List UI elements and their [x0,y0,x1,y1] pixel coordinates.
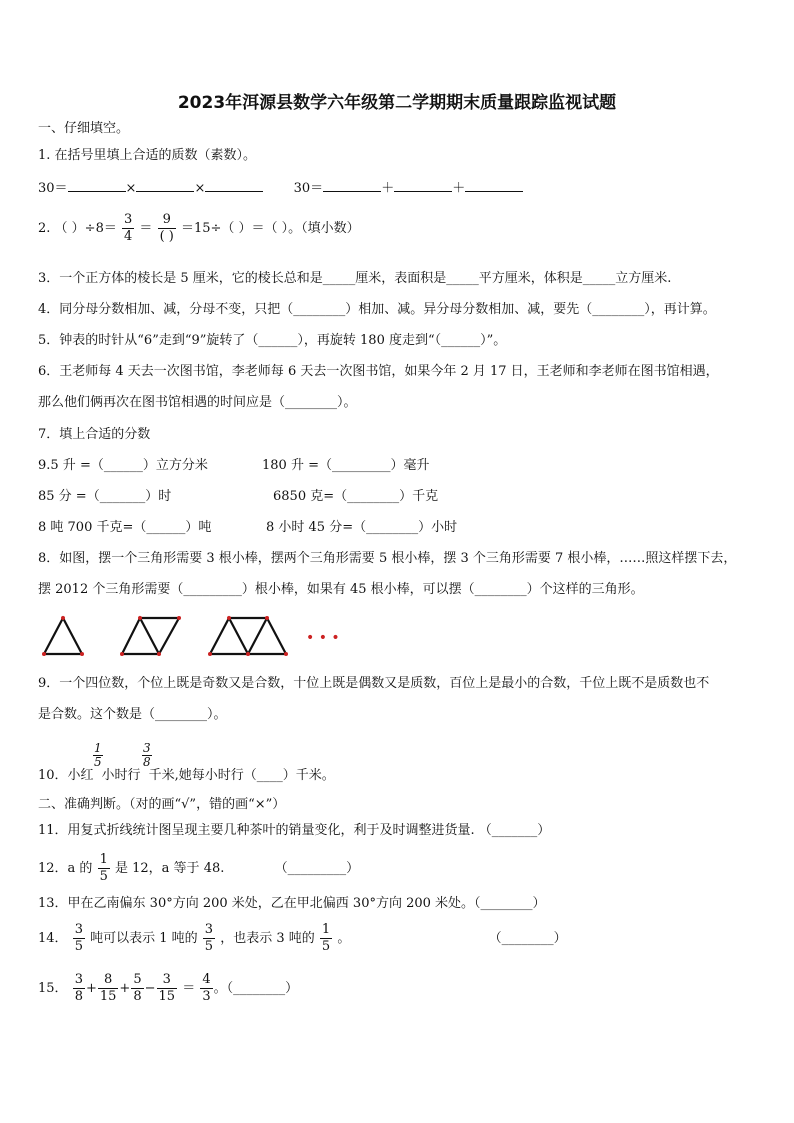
question-8-line2: 摆 2012 个三角形需要（_________）根小棒，如果有 45 根小棒，可以摆（________）个这样的三角形。 [38,582,644,597]
section-heading-1: 一、仔细填空。 [38,121,130,136]
question-2 [38,212,360,245]
answer-blank[interactable]: （_________） [274,861,360,876]
fraction: $\frac{3}{8}$ [74,972,83,1004]
fraction: $\frac{8}{15}$ [99,972,117,1004]
question-3: 3．一个正方体的棱长是 5 厘米，它的棱长总和是_____厘米，表面积是_____平方厘米，体积是_____立方厘米. [38,271,672,286]
fraction: $\frac{3}{4}$ [123,212,133,244]
question-6-line2: 那么他们俩再次在图书馆相遇的时间应是（________）。 [38,395,357,410]
q10-fraction-1: $\frac{1}{5}$ [94,741,102,769]
q7-row2-left: 85 分 =（_______）时 [38,489,172,504]
answer-blank[interactable] [205,177,263,192]
question-1 [38,147,256,165]
fraction: $\frac{9}{( )}$ [159,212,174,244]
question-9-line1: 9．一个四位数，个位上既是奇数又是合数，十位上既是偶数又是质数，百位上是最小的合数，千位上既不是质数也不 [38,676,710,691]
fraction: $\frac{1}{5}$ [99,852,108,884]
q7-row3-left: 8 吨 700 千克=（______）吨 [38,520,212,535]
question-14: 14． $\frac{3}{5}$ 吨可以表示 1 吨的 $\frac{3}{5}$ ，也表示 3 吨的 $\frac{1}{5}$ 。 （________） [38,922,567,954]
q2-part1: （ ）÷8＝ [54,221,117,236]
q10-fraction-2: $\frac{3}{8}$ [143,741,151,769]
page-title: 2023年洱源县数学六年级第二学期期末质量跟踪监视试题 [177,93,617,113]
triangle-sticks-figure [36,612,346,662]
q1-number: 1. [38,148,51,163]
times-sign: × [125,181,137,196]
triangles-three [210,618,248,654]
answer-blank[interactable] [323,177,381,192]
fraction: $\frac{4}{3}$ [202,972,211,1004]
question-12: 12．a 的 $\frac{1}{5}$ 是 12，a 等于 48. （_________） [38,852,360,884]
answer-blank[interactable]: （________） [488,931,567,946]
q2-number: 2. [38,221,51,236]
q7-row1-right: 180 升 =（_________）毫升 [262,458,430,473]
q7-row2-right: 6850 克=（________）千克 [273,489,439,504]
section-heading-2: 二、准确判断。（对的画“√”，错的画“×”） [38,797,286,812]
fraction: $\frac{3}{5}$ [74,922,83,954]
plus-sign: ＋ [381,181,395,196]
fraction: $\frac{5}{8}$ [133,972,142,1004]
question-13: 13．甲在乙南偏东 30°方向 200 米处，乙在甲北偏西 30°方向 200 米处。（________） [38,896,546,911]
fraction: $\frac{3}{5}$ [204,922,214,954]
continuation-dots: • • • [306,630,340,646]
answer-blank[interactable] [465,177,523,192]
question-6-line1: 6．王老师每 4 天去一次图书馆，李老师每 6 天去一次图书馆，如果今年 2 月 17 日，王老师和李老师在图书馆相遇， [38,364,719,379]
triangle-one [44,618,82,654]
fraction: $\frac{1}{5}$ [321,922,331,954]
answer-blank[interactable] [136,177,194,192]
q2-part2: ＝15÷（ ）＝（ ）。（填小数） [180,221,360,236]
q7-row3-right: 8 小时 45 分=（________）小时 [266,520,458,535]
fraction: $\frac{3}{15}$ [158,972,176,1004]
plus-sign: ＋ [452,181,466,196]
q1-right-label: 30＝ [293,181,324,196]
answer-blank[interactable]: 。（________） [213,981,299,996]
question-9-line2: 是合数。这个数是（________）。 [38,707,227,722]
q7-row1-left: 9.5 升 =（______）立方分米 [38,458,208,473]
question-11: 11．用复式折线统计图呈现主要几种茶叶的销量变化，利于及时调整进货量. （_______） [38,823,551,838]
equals-sign: ＝ [139,221,153,236]
question-4: 4．同分母分数相加、减，分母不变，只把（________）相加、减。异分母分数相加、减，要先（________），再计算。 [38,302,716,317]
question-15: 15． $\frac{3}{8}$ + $\frac{8}{15}$ + $\frac{5}{8}$ − $\frac{3}{15}$ ＝ $\frac{4}{3}$ 。（________） [38,972,299,1004]
question-5: 5．钟表的时针从“6”走到“9”旋转了（______），再旋转 180 度走到“（______）”。 [38,333,507,348]
question-10: 10．小红 小时行 千米,她每小时行（____）千米。 [38,768,335,783]
q1-text: 在括号里填上合适的质数（素数）。 [54,148,257,163]
triangles-two [122,618,159,654]
question-7-heading: 7．填上合适的分数 [38,427,151,442]
times-sign: × [194,181,206,196]
question-8-line1: 8．如图，摆一个三角形需要 3 根小棒，摆两个三角形需要 5 根小棒，摆 3 个三角形需要 7 根小棒，……照这样摆下去， [38,551,737,566]
answer-blank[interactable] [394,177,452,192]
answer-blank[interactable] [68,177,126,192]
q1-left-label: 30＝ [38,181,68,196]
question-1-answers [38,177,523,198]
